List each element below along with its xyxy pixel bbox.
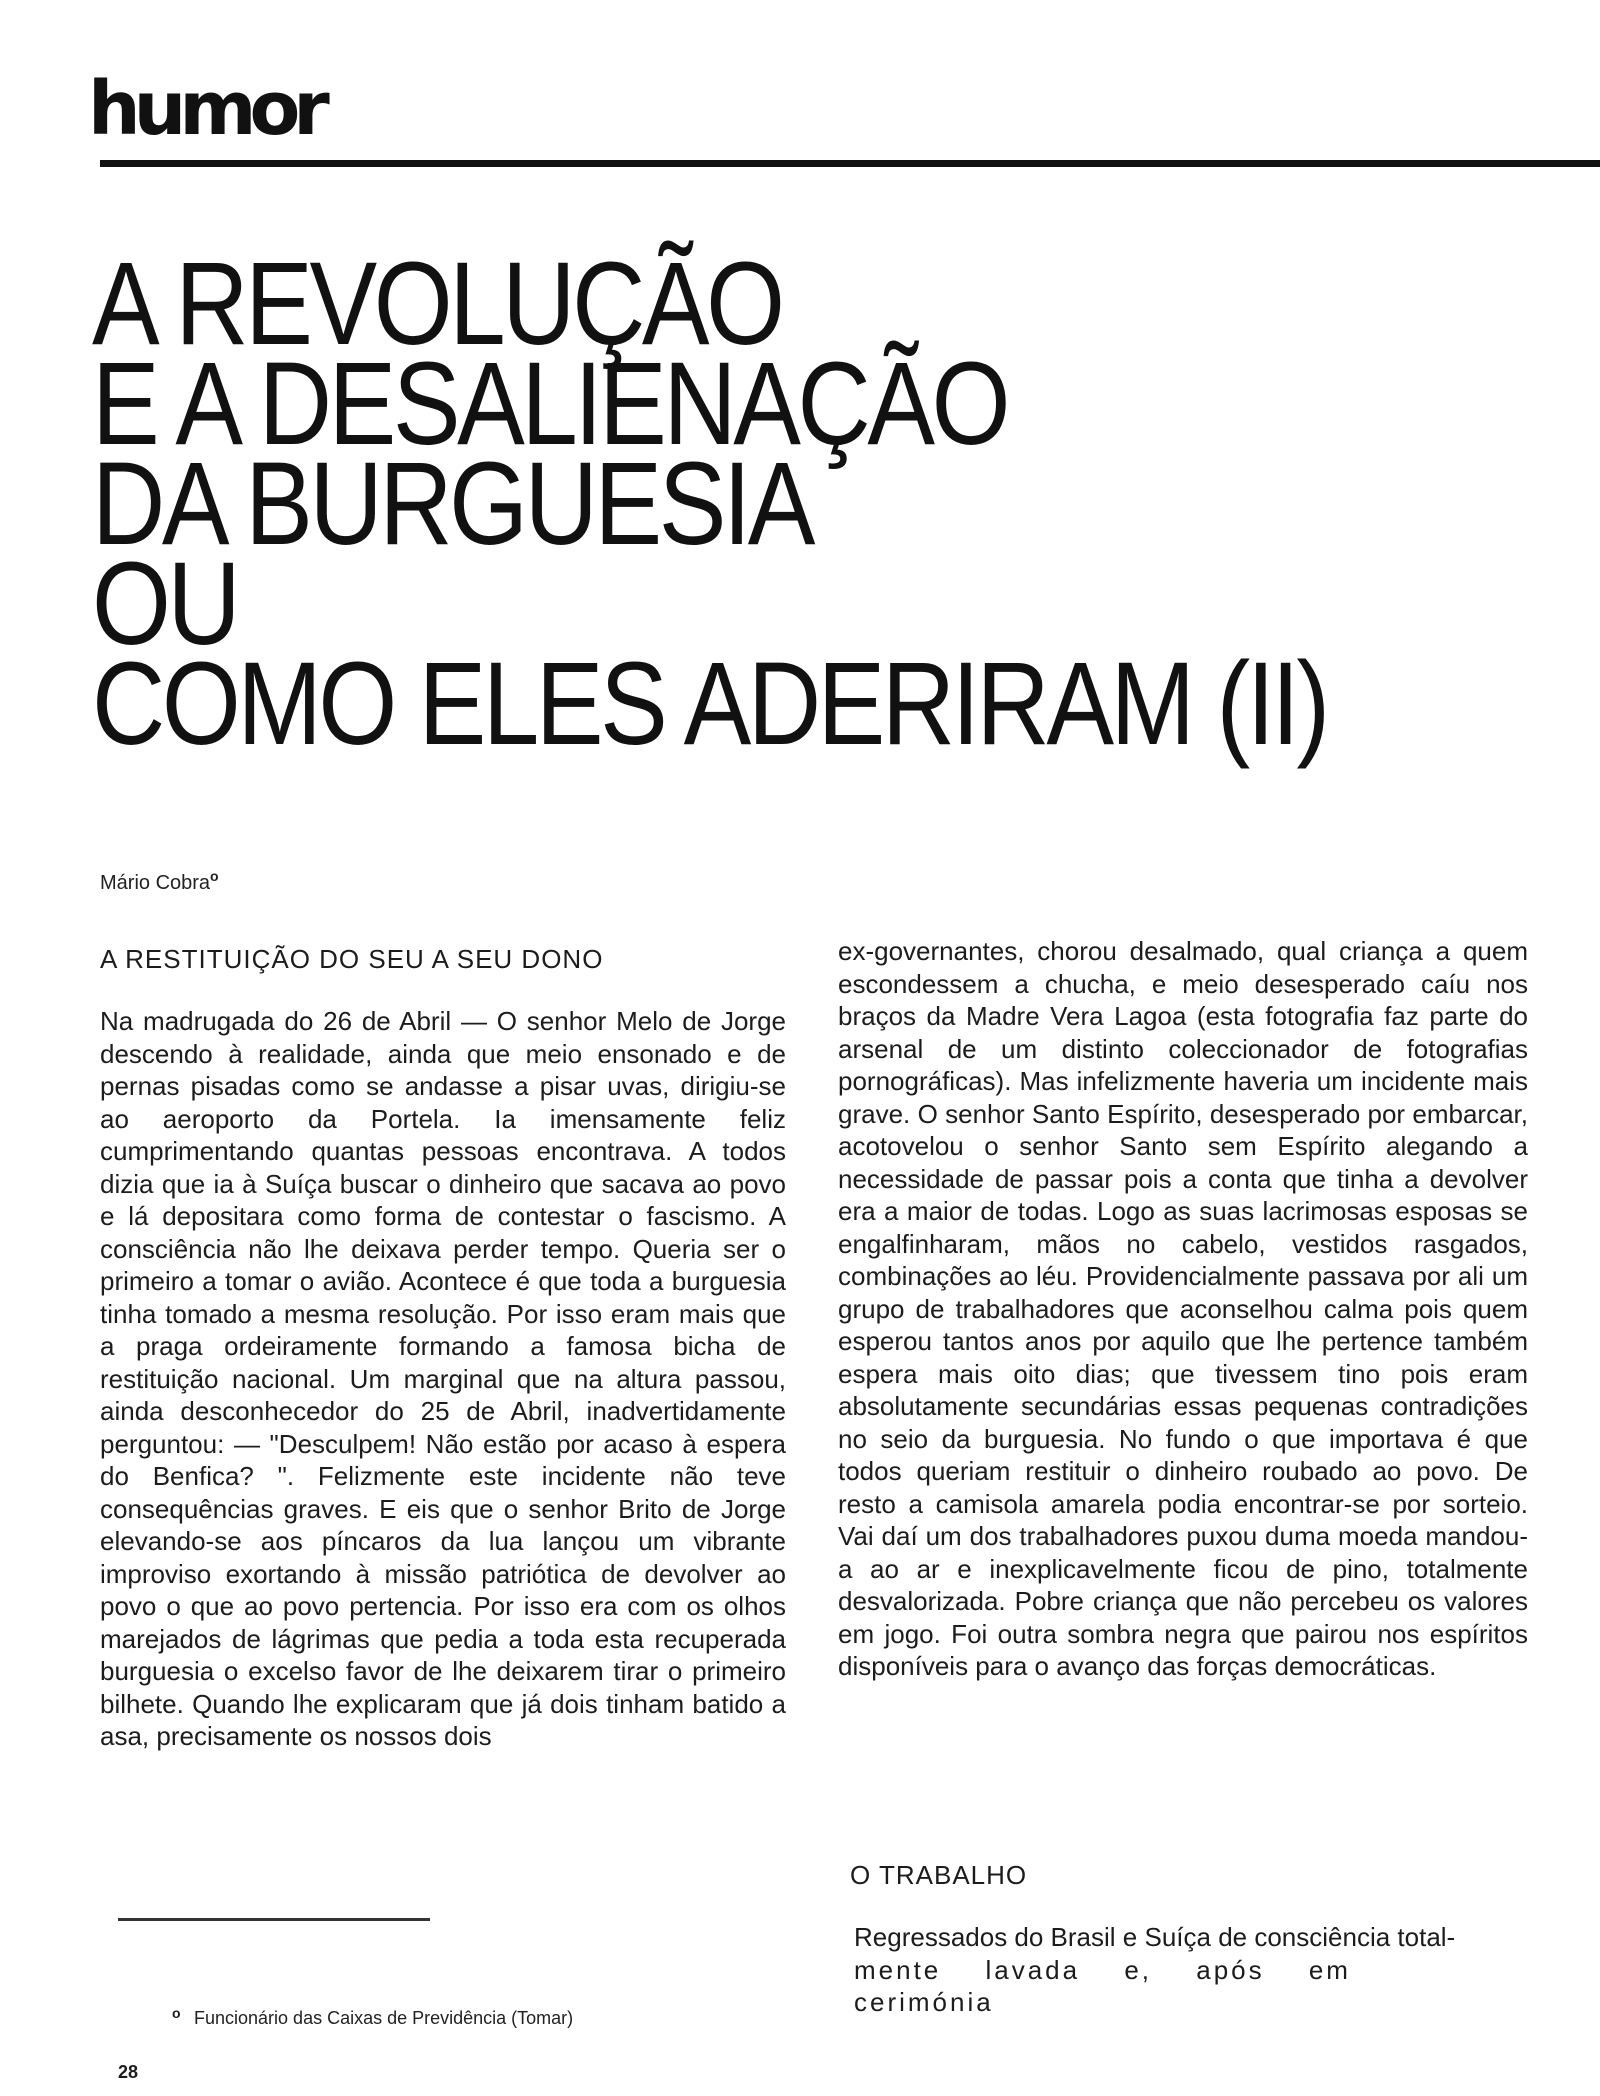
body-line: mente lavada e, após em cerimónia	[854, 1954, 1351, 2017]
author-byline	[100, 868, 219, 895]
body-column-left	[100, 1005, 786, 1753]
body-column-right	[838, 935, 1528, 1683]
body-paragraph: ex-governantes, chorou desalmado, qual criança a quem escondessem a chucha, e meio desesperado caíu nos braços da Madre Vera Lagoa (esta fotografia faz parte do arsenal de um distinto coleccionador de fotografias pornográficas). Mas infelizmente haveria um incidente mais grave. O senhor Santo Espírito, desesperado por embarcar, acotovelou o senhor Santo sem Espírito alegando a necessidade de passar pois a conta que tinha a devolver era a maior de todas. Logo as suas lacrimosas esposas se engalfinharam, mãos no cabelo, vestidos rasgados, combinações ao léu. Providencialmente passava por ali um grupo de trabalhadores que aconselhou calma pois quem esperou tantos anos por aquilo que lhe pertence também espera mais oito dias; que tivessem tino pois eram absolutamente secundárias essas pequenas contradições no seio da burguesia. No fundo o que importava é que todos queriam restituir o dinheiro roubado ao povo. De resto a camisola amarela podia encontrar-se por sorteio. Vai daí um dos trabalhadores puxou duma moeda mandou-a ao ar e inexplicavelmente ficou de pino, totalmente desvalorizada. Pobre criança que não percebeu os valores em jogo. Foi outra sombra negra que pairou nos espíritos disponíveis para o avanço das forças democráticas.	[838, 936, 1528, 1681]
body-line: Regressados do Brasil e Suíça de consciência total-	[854, 1922, 1456, 1952]
body-paragraph: Na madrugada do 26 de Abril — O senhor Melo de Jorge descendo à realidade, ainda que meio ensonado e de pernas pisadas como se andasse a pisar uvas, dirigiu-se ao aeroporto da Portela. Ia imensamente feliz cumprimentando quantas pessoas encontrava. A todos dizia que ia à Suíça buscar o dinheiro que sacava ao povo e lá depositara como forma de contestar o fascismo. A consciência não lhe deixava perder tempo. Queria ser o primeiro a tomar o avião. Acontece é que toda a burguesia tinha tomado a mesma resolução. Por isso eram mais que a praga ordeiramente formando a famosa bicha de restituição nacional. Um marginal que na altura passou, ainda desconhecedor do 25 de Abril, inadvertidamente perguntou: — "Desculpem! Não estão por acaso à espera do Benfica? ". Felizmente este incidente não teve consequências graves. E eis que o senhor Brito de Jorge elevando-se aos píncaros da lua lançou um vibrante improviso exortando à missão patriótica de devolver ao povo o que ao povo pertencia. Por isso era com os olhos marejados de lágrimas que pedia a toda esta recuperada burguesia o excelso favor de lhe deixarem tirar o primeiro bilhete. Quando lhe explicaram que já dois tinham batido a asa, precisamente os nossos dois	[100, 1006, 786, 1751]
article-headline	[92, 238, 1327, 770]
page-number: 28	[118, 2062, 139, 2082]
body-column-right-lower	[854, 1921, 1530, 2019]
headline-line: COMO ELES ADERIRAM (II)	[92, 638, 1327, 770]
headline-line: E A DESALIENAÇÃO	[92, 338, 1008, 470]
headline-line: OU	[92, 538, 238, 670]
section-heading: A RESTITUIÇÃO DO SEU A SEU DONO	[100, 944, 604, 974]
body-paragraph	[854, 1921, 1530, 2019]
footnote-text: Funcionário das Caixas de Previdência (Tomar)	[194, 2008, 574, 2028]
footnote	[170, 2008, 573, 2029]
headline-line: A REVOLUÇÃO	[92, 238, 782, 370]
headline-line: DA BURGUESIA	[92, 438, 813, 570]
section-tag: humor	[88, 66, 323, 152]
author-name: Mário Cobra	[100, 872, 211, 894]
header-rule	[100, 160, 1600, 167]
footnote-rule	[118, 1918, 430, 1921]
author-footnote-mark: o	[210, 868, 219, 884]
section-heading: O TRABALHO	[850, 1860, 1028, 1890]
footnote-mark: o	[172, 2005, 181, 2021]
